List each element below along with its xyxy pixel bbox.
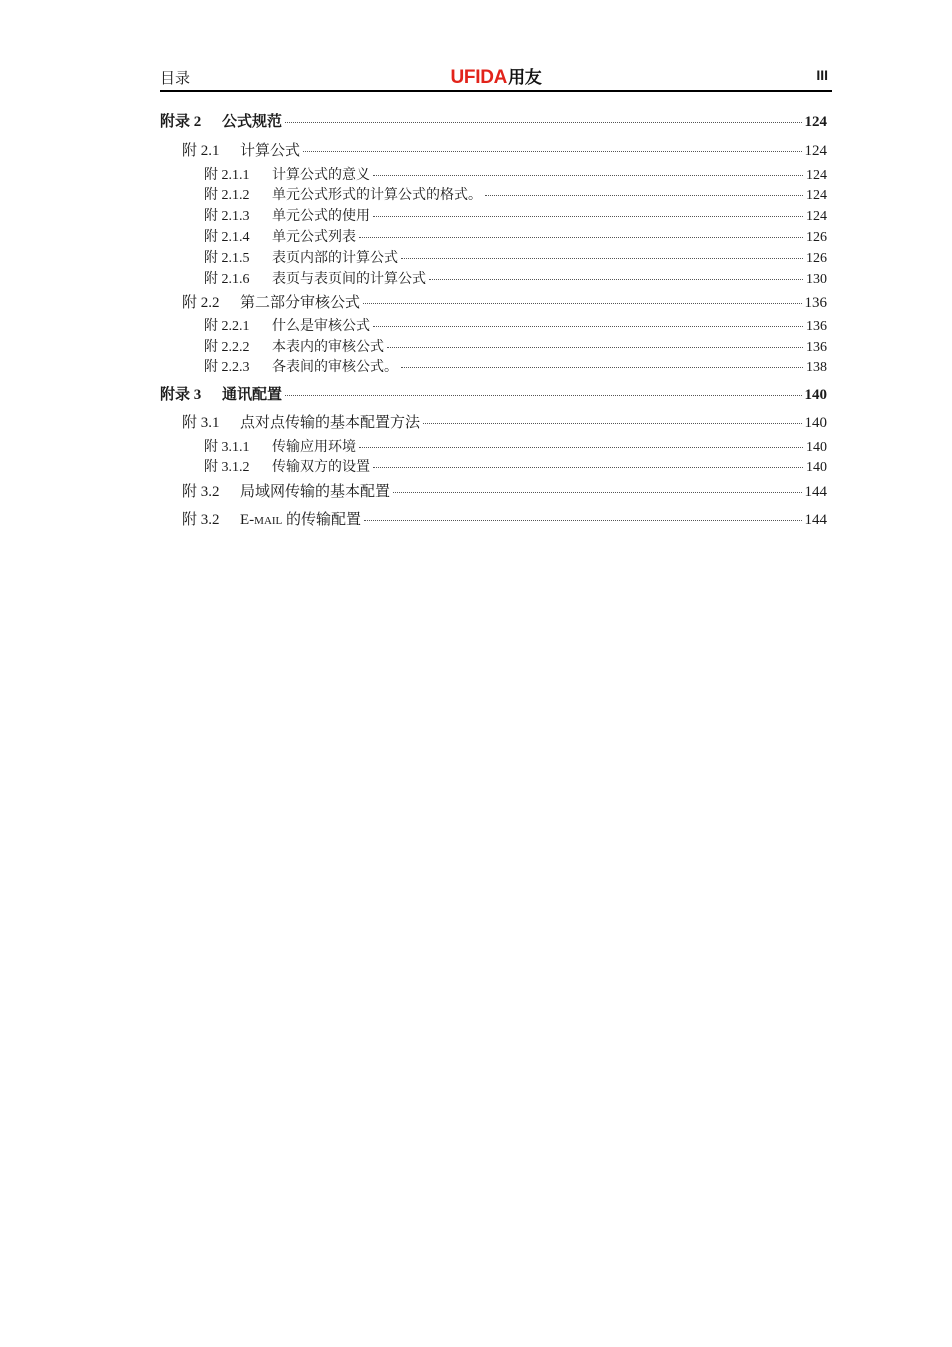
toc-entry-title: 公式规范: [222, 114, 283, 130]
toc-entry-number: 附 3.1.1: [204, 440, 250, 455]
toc-entry-title: 计算公式的意义: [272, 168, 370, 183]
toc-entry-appendix-3[interactable]: [160, 383, 827, 404]
logo-cn-text: 用友: [508, 68, 542, 87]
toc-leader-dots: [285, 395, 801, 396]
toc-entry-page: 124: [804, 114, 827, 130]
toc-entry-number: 附 2.2.3: [204, 360, 250, 375]
toc-leader-dots: [285, 122, 801, 123]
toc-entry-3-1-1[interactable]: [204, 436, 827, 456]
toc-entry-page: 136: [804, 295, 827, 311]
toc-entry-title: 通讯配置: [222, 387, 283, 403]
toc-entry-number: 附 3.2: [182, 484, 220, 500]
toc-leader-dots: [303, 151, 801, 152]
toc-entry-title: [240, 508, 361, 529]
toc-title-prefix: E-: [240, 512, 255, 528]
toc-entry-title: 什么是审核公式: [272, 319, 370, 334]
toc-entry-title: 点对点传输的基本配置方法: [240, 415, 421, 431]
toc-entry-page: 144: [804, 512, 827, 528]
toc-leader-dots: [373, 326, 803, 327]
toc-entry-2-2[interactable]: [182, 291, 827, 312]
toc-entry-page: 124: [804, 143, 827, 159]
toc-entry-title: 第二部分审核公式: [240, 295, 361, 311]
header-section-title: 目录: [160, 71, 191, 87]
toc-leader-dots: [359, 447, 803, 448]
toc-entry-2-1-3[interactable]: [204, 205, 827, 225]
toc-entry-3-2[interactable]: [182, 480, 827, 501]
toc-entry-number: 附 2.1.1: [204, 168, 250, 183]
toc-title-smallcaps: MAIL: [254, 515, 283, 527]
toc-entry-2-2-3[interactable]: [204, 356, 827, 376]
toc-entry-number: 附 2.2.2: [204, 340, 250, 355]
toc-entry-2-1[interactable]: [182, 139, 827, 160]
toc-entry-page: 124: [806, 209, 827, 224]
toc-entry-2-2-1[interactable]: [204, 315, 827, 335]
toc-entry-appendix-2[interactable]: [160, 110, 827, 131]
toc-entry-number: 附 2.2: [182, 295, 220, 311]
toc-entry-number: 附 3.1.2: [204, 460, 250, 475]
ufida-logo: [160, 63, 832, 89]
toc-leader-dots: [364, 520, 801, 521]
toc-entry-page: 136: [806, 319, 827, 334]
toc-entry-number: 附 3.2: [182, 512, 220, 528]
toc-entry-title: 单元公式的使用: [272, 209, 370, 224]
toc-entry-number: 附 2.2.1: [204, 319, 250, 334]
toc-entry-title: 表页与表页间的计算公式: [272, 272, 426, 287]
toc-entry-title: 传输双方的设置: [272, 460, 370, 475]
toc-entry-page: 140: [804, 415, 827, 431]
toc-entry-page: 124: [806, 188, 827, 203]
toc-leader-dots: [373, 216, 803, 217]
toc-leader-dots: [373, 175, 803, 176]
toc-entry-title: 计算公式: [240, 143, 301, 159]
toc-leader-dots: [401, 258, 803, 259]
toc-entry-number: 附 2.1.3: [204, 209, 250, 224]
toc-leader-dots: [359, 237, 803, 238]
toc-leader-dots: [485, 195, 803, 196]
toc-entry-page: 138: [806, 360, 827, 375]
toc-leader-dots: [373, 467, 803, 468]
toc-entry-title: 本表内的审核公式: [272, 340, 384, 355]
toc-leader-dots: [429, 279, 803, 280]
toc-entry-number: 附 2.1: [182, 143, 220, 159]
toc-entry-title: 单元公式列表: [272, 230, 356, 245]
toc-title-suffix: 的传输配置: [282, 512, 362, 528]
toc-entry-number: 附录 3: [160, 387, 202, 403]
toc-entry-number: 附 2.1.6: [204, 272, 250, 287]
toc-entry-3-1[interactable]: [182, 411, 827, 432]
toc-entry-page: 140: [804, 387, 827, 403]
toc-leader-dots: [401, 367, 803, 368]
toc-entry-page: 144: [804, 484, 827, 500]
toc-leader-dots: [423, 423, 801, 424]
toc-entry-3-1-2[interactable]: [204, 456, 827, 476]
toc-leader-dots: [363, 303, 801, 304]
toc-entry-page: 130: [806, 272, 827, 287]
toc-entry-number: 附录 2: [160, 114, 202, 130]
toc-entry-title: 各表间的审核公式。: [272, 360, 398, 375]
toc-entry-3-2-email[interactable]: [182, 508, 827, 529]
toc-entry-2-1-2[interactable]: [204, 184, 827, 204]
page-header: [160, 62, 832, 92]
toc-entry-number: 附 2.1.4: [204, 230, 250, 245]
header-page-number: III: [816, 67, 828, 83]
toc-entry-page: 126: [806, 230, 827, 245]
toc-entry-title: 单元公式形式的计算公式的格式。: [272, 188, 482, 203]
toc-entry-2-1-5[interactable]: [204, 247, 827, 267]
toc-entry-2-1-6[interactable]: [204, 268, 827, 288]
toc-entry-title: 传输应用环境: [272, 440, 356, 455]
toc-entry-2-1-1[interactable]: [204, 164, 827, 184]
toc-entry-2-1-4[interactable]: [204, 226, 827, 246]
toc-entry-page: 140: [806, 460, 827, 475]
toc-entry-title: 局域网传输的基本配置: [240, 484, 391, 500]
toc-entry-2-2-2[interactable]: [204, 336, 827, 356]
toc-entry-page: 124: [806, 168, 827, 183]
toc-entry-page: 126: [806, 251, 827, 266]
toc-entry-title: 表页内部的计算公式: [272, 251, 398, 266]
toc-entry-number: 附 3.1: [182, 415, 220, 431]
toc-entry-number: 附 2.1.2: [204, 188, 250, 203]
toc-entry-page: 140: [806, 440, 827, 455]
toc-entry-page: 136: [806, 340, 827, 355]
toc-entry-number: 附 2.1.5: [204, 251, 250, 266]
toc-leader-dots: [387, 347, 803, 348]
logo-brand-text: UFIDA: [450, 67, 508, 88]
toc-leader-dots: [393, 492, 801, 493]
